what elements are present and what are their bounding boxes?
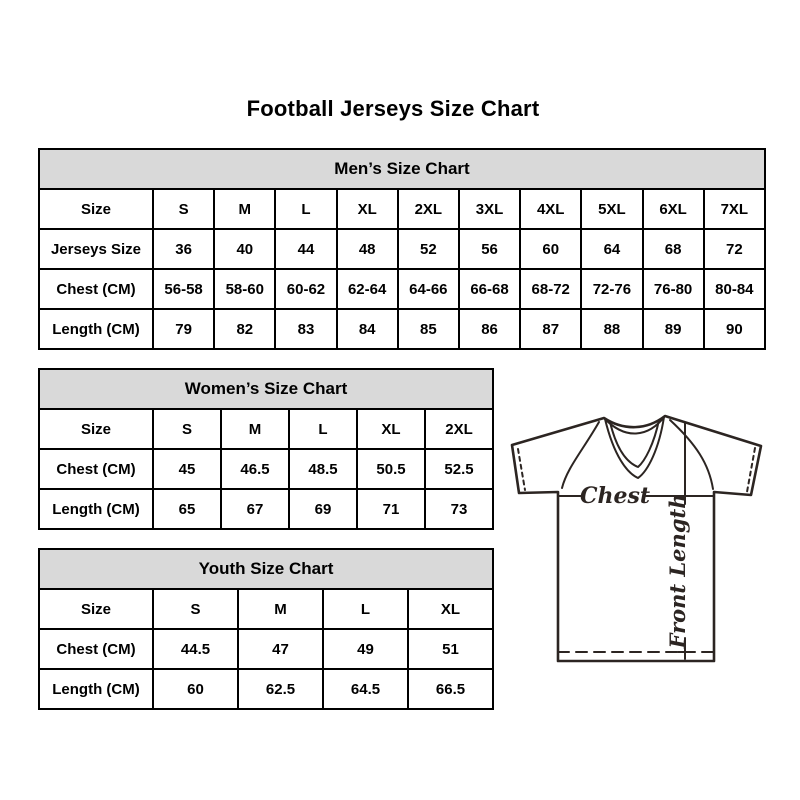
- value-cell: 87: [520, 309, 581, 349]
- value-cell: 86: [459, 309, 520, 349]
- value-cell: 6XL: [643, 189, 704, 229]
- value-cell: 80-84: [704, 269, 765, 309]
- value-cell: 84: [337, 309, 398, 349]
- value-cell: 79: [153, 309, 214, 349]
- value-cell: 40: [214, 229, 275, 269]
- value-cell: M: [221, 409, 289, 449]
- value-cell: 48: [337, 229, 398, 269]
- value-cell: S: [153, 589, 238, 629]
- value-cell: 67: [221, 489, 289, 529]
- value-cell: 49: [323, 629, 408, 669]
- value-cell: 68: [643, 229, 704, 269]
- table-row: [39, 489, 493, 529]
- value-cell: M: [214, 189, 275, 229]
- value-cell: 47: [238, 629, 323, 669]
- value-cell: 90: [704, 309, 765, 349]
- value-cell: 64: [581, 229, 642, 269]
- women-table-header: Women’s Size Chart: [39, 369, 493, 409]
- front-length-label: Front Length: [665, 493, 690, 649]
- value-cell: 50.5: [357, 449, 425, 489]
- value-cell: 72-76: [581, 269, 642, 309]
- table-row: [39, 229, 765, 269]
- value-cell: 48.5: [289, 449, 357, 489]
- value-cell: 73: [425, 489, 493, 529]
- page-title: Football Jerseys Size Chart: [246, 96, 540, 121]
- women-header-row: [39, 369, 493, 409]
- row-label-cell: Length (CM): [39, 489, 153, 529]
- value-cell: 44.5: [153, 629, 238, 669]
- value-cell: S: [153, 189, 214, 229]
- row-label-cell: Chest (CM): [39, 269, 153, 309]
- value-cell: 58-60: [214, 269, 275, 309]
- value-cell: 60: [520, 229, 581, 269]
- value-cell: 76-80: [643, 269, 704, 309]
- men-table-header: Men’s Size Chart: [39, 149, 765, 189]
- value-cell: L: [275, 189, 336, 229]
- value-cell: 51: [408, 629, 493, 669]
- table-row: [39, 309, 765, 349]
- armhole-seam-left: [562, 422, 599, 488]
- value-cell: 44: [275, 229, 336, 269]
- value-cell: 46.5: [221, 449, 289, 489]
- youth-size-table: [38, 548, 494, 710]
- value-cell: 69: [289, 489, 357, 529]
- value-cell: 62-64: [337, 269, 398, 309]
- value-cell: L: [323, 589, 408, 629]
- table-row: [39, 189, 765, 229]
- chest-label: Chest: [579, 483, 651, 509]
- row-label-cell: Length (CM): [39, 309, 153, 349]
- row-label-cell: Jerseys Size: [39, 229, 153, 269]
- youth-table-header: Youth Size Chart: [39, 549, 493, 589]
- armhole-seam-right: [670, 420, 713, 489]
- value-cell: 3XL: [459, 189, 520, 229]
- value-cell: XL: [357, 409, 425, 449]
- value-cell: 62.5: [238, 669, 323, 709]
- value-cell: 68-72: [520, 269, 581, 309]
- value-cell: 4XL: [520, 189, 581, 229]
- value-cell: 66.5: [408, 669, 493, 709]
- table-row: [39, 629, 493, 669]
- table-row: [39, 669, 493, 709]
- jersey-outline: [512, 416, 761, 661]
- value-cell: 2XL: [398, 189, 459, 229]
- row-label-cell: Size: [39, 189, 153, 229]
- row-label-cell: Length (CM): [39, 669, 153, 709]
- value-cell: 64.5: [323, 669, 408, 709]
- womens-size-table: [38, 368, 494, 530]
- youth-header-row: [39, 549, 493, 589]
- value-cell: 66-68: [459, 269, 520, 309]
- value-cell: 56: [459, 229, 520, 269]
- table-row: [39, 589, 493, 629]
- row-label-cell: Chest (CM): [39, 629, 153, 669]
- value-cell: 52.5: [425, 449, 493, 489]
- value-cell: 56-58: [153, 269, 214, 309]
- table-row: [39, 409, 493, 449]
- row-label-cell: Size: [39, 589, 153, 629]
- value-cell: 60: [153, 669, 238, 709]
- value-cell: 89: [643, 309, 704, 349]
- value-cell: S: [153, 409, 221, 449]
- men-header-row: [39, 149, 765, 189]
- value-cell: 65: [153, 489, 221, 529]
- row-label-cell: Size: [39, 409, 153, 449]
- value-cell: XL: [337, 189, 398, 229]
- mens-size-table: [38, 148, 766, 350]
- value-cell: 72: [704, 229, 765, 269]
- value-cell: M: [238, 589, 323, 629]
- value-cell: 7XL: [704, 189, 765, 229]
- row-label-cell: Chest (CM): [39, 449, 153, 489]
- value-cell: 82: [214, 309, 275, 349]
- value-cell: 36: [153, 229, 214, 269]
- value-cell: 45: [153, 449, 221, 489]
- value-cell: 71: [357, 489, 425, 529]
- value-cell: XL: [408, 589, 493, 629]
- value-cell: 60-62: [275, 269, 336, 309]
- value-cell: 64-66: [398, 269, 459, 309]
- value-cell: L: [289, 409, 357, 449]
- jersey-measurement-diagram: [498, 396, 774, 676]
- value-cell: 2XL: [425, 409, 493, 449]
- value-cell: 83: [275, 309, 336, 349]
- value-cell: 5XL: [581, 189, 642, 229]
- cuff-dash-left: [518, 449, 525, 490]
- table-row: [39, 269, 765, 309]
- value-cell: 85: [398, 309, 459, 349]
- table-row: [39, 449, 493, 489]
- value-cell: 52: [398, 229, 459, 269]
- value-cell: 88: [581, 309, 642, 349]
